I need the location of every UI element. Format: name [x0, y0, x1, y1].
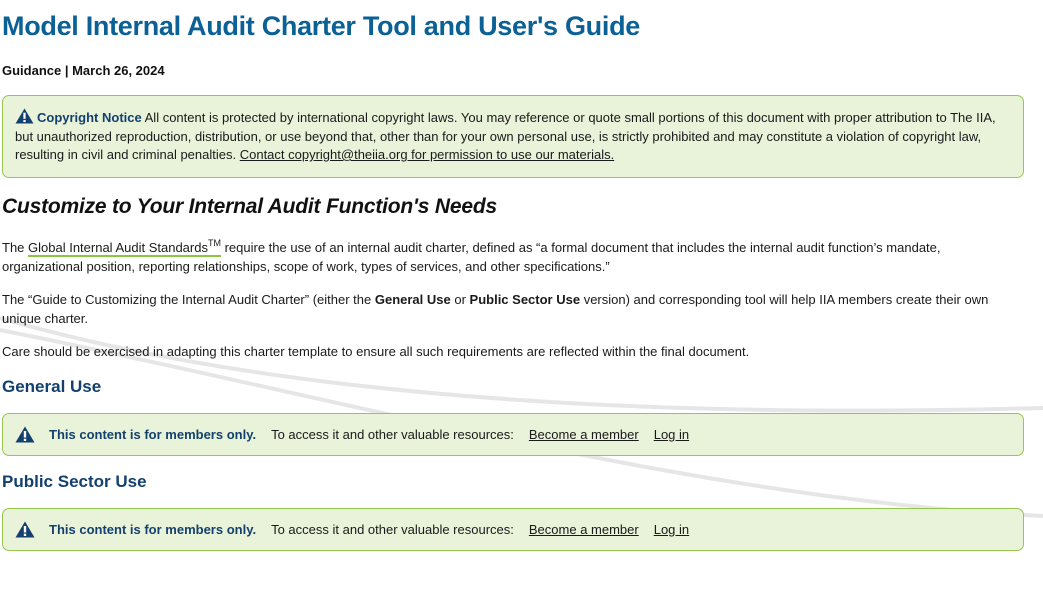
section-heading: Customize to Your Internal Audit Function's Needs [2, 194, 497, 218]
become-member-link[interactable]: Become a member [528, 522, 639, 537]
log-in-link[interactable]: Log in [653, 427, 690, 442]
general-use-bold: General Use [374, 291, 451, 307]
public-sector-use-heading: Public Sector Use [2, 472, 147, 491]
p2-text-mid: or [450, 291, 470, 307]
p2-text-before: The “Guide to Customizing the Internal Audit Charter” (either the [2, 291, 375, 307]
copyright-notice-label: Copyright Notice [37, 110, 142, 125]
members-only-banner-public-sector [2, 508, 1024, 551]
copyright-notice-text: All content is protected by international copyright laws. You may reference or quote small portions of this document with proper attribution to The IIA, but unauthorized reproduction, distribution, or use beyond that, other than for your own personal use, is strictly prohibited and may constitute a violation of copyright law, resulting in civil and criminal penalties. [15, 110, 996, 162]
public-sector-use-bold: Public Sector Use [469, 291, 581, 307]
p1-text-after: require the use of an internal audit charter, defined as “a formal document that includes the internal audit function’s mandate, organizational position, reporting relationships, scope of work, types of services, and other specifications.” [2, 239, 941, 274]
warning-icon [15, 426, 35, 443]
copyright-notice [2, 95, 1024, 178]
paragraph-standards [2, 234, 1024, 277]
global-standards-link-text: Global Internal Audit Standards [28, 239, 208, 255]
trademark-mark: TM [207, 237, 221, 248]
page-meta: Guidance | March 26, 2024 [2, 63, 165, 78]
page-title: Model Internal Audit Charter Tool and User's Guide [2, 11, 640, 41]
p1-text-before: The [2, 239, 29, 255]
warning-icon [15, 521, 35, 538]
paragraph-guide [2, 290, 1024, 329]
members-only-banner-general [2, 413, 1024, 456]
members-only-text: This content is for members only. [49, 427, 257, 442]
become-member-link[interactable]: Become a member [528, 427, 639, 442]
p2-text-after: version) and corresponding tool will help IIA members create their own unique charter. [2, 291, 989, 326]
warning-icon [15, 108, 34, 124]
global-standards-link[interactable] [28, 237, 221, 255]
general-use-heading: General Use [2, 377, 102, 396]
access-text: To access it and other valuable resources: [271, 427, 514, 442]
contact-copyright-link[interactable]: Contact copyright@theiia.org for permission to use our materials. [239, 147, 615, 162]
log-in-link[interactable]: Log in [653, 522, 690, 537]
access-text: To access it and other valuable resources: [271, 522, 514, 537]
paragraph-care: Care should be exercised in adapting this charter template to ensure all such requirements are reflected within the final document. [2, 343, 750, 359]
members-only-text: This content is for members only. [49, 522, 257, 537]
